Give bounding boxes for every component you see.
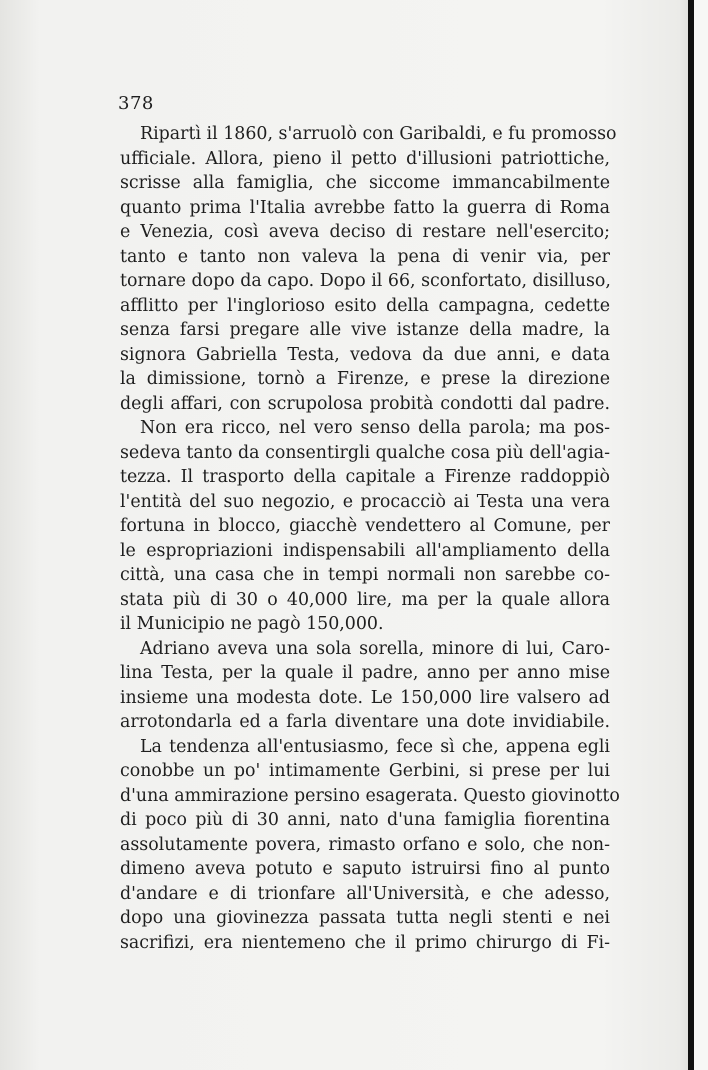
text-line: arrotondarla ed a farla diventare una dote invidiabile. [120,712,610,732]
text-line: dimeno aveva potuto e saputo istruirsi fino al punto [120,859,610,879]
text-line: di poco più di 30 anni, nato d'una famiglia fiorentina [120,810,610,830]
body-text [120,122,620,955]
text-line: signora Gabriella Testa, vedova da due anni, e data [120,344,610,365]
text-line: degli affari, con scrupolosa probità condotti dal padre. [120,393,610,414]
text-line: la dimissione, tornò a Firenze, e prese la direzione [120,369,610,389]
text-line: l'entità del suo negozio, e procacciò ai Testa una vera [120,491,610,512]
page-margin-edge [694,0,708,1070]
text-line: fortuna in blocco, giacchè vendettero al Comune, per [120,516,610,536]
text-line: stata più di 30 o 40,000 lire, ma per la quale allora [120,589,610,610]
text-line: d'una ammirazione persino esagerata. Questo giovinotto [120,785,620,806]
text-line: d'andare e di trionfare all'Università, e che adesso, [120,883,610,904]
text-line: lina Testa, per la quale il padre, anno per anno mise [120,663,610,683]
text-line: le espropriazioni indispensabili all'ampliamento della [120,540,610,561]
text-line: sacrifizi, era nientemeno che il primo chirurgo di Fi- [120,932,610,953]
text-line: quanto prima l'Italia avrebbe fatto la guerra di Roma [120,197,610,218]
text-line: tornare dopo da capo. Dopo il 66, sconfortato, disilluso, [120,271,611,291]
text-line: Non era ricco, nel vero senso della parola; ma pos- [140,418,610,438]
text-line: ufficiale. Allora, pieno il petto d'illusioni patriottiche, [120,148,610,169]
text-line: il Municipio ne pagò 150,000. [120,614,384,634]
text-line: conobbe un po' intimamente Gerbini, si prese per lui [120,761,610,781]
text-line: scrisse alla famiglia, che siccome immancabilmente [120,173,610,193]
text-line: La tendenza all'entusiasmo, fece sì che, appena egli [140,736,610,757]
text-line: senza farsi pregare alle vive istanze della madre, la [120,320,610,340]
text-line: dopo una giovinezza passata tutta negli stenti e nei [120,908,610,928]
text-line: tezza. Il trasporto della capitale a Firenze raddoppiò [120,467,610,487]
text-line: città, una casa che in tempi normali non sarebbe co- [120,565,610,585]
text-line: tanto e tanto non valeva la pena di venir via, per [120,246,610,267]
text-line: Adriano aveva una sola sorella, minore di lui, Caro- [140,638,610,659]
page-number: 378 [118,93,154,114]
text-line: Ripartì il 1860, s'arruolò con Garibaldi, e fu promosso [140,124,617,144]
text-line: sedeva tanto da consentirgli qualche cosa più dell'agia- [120,442,610,463]
text-line: assolutamente povera, rimasto orfano e solo, che non- [120,834,610,855]
text-line: e Venezia, così aveva deciso di restare nell'esercito; [120,222,610,242]
text-line: insieme una modesta dote. Le 150,000 lire valsero ad [120,687,610,708]
text-line: afflitto per l'inglorioso esito della campagna, cedette [120,295,610,316]
